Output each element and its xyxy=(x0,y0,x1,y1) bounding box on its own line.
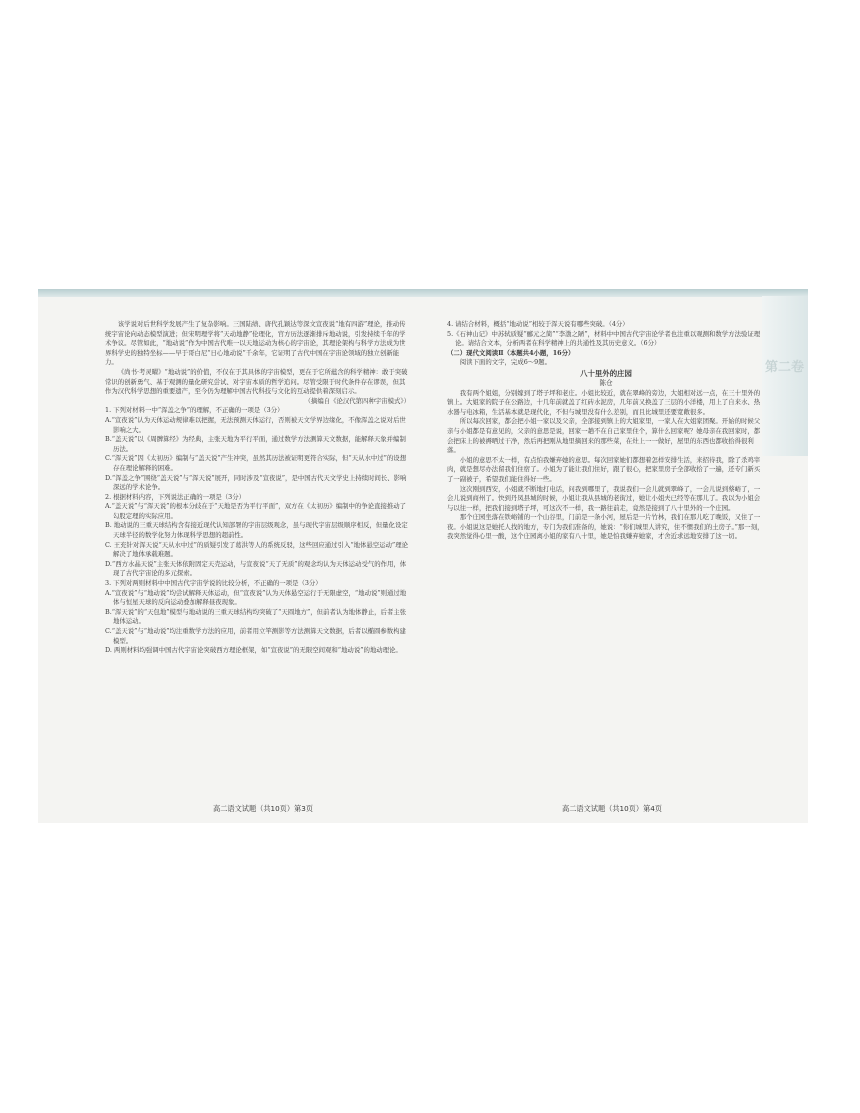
story-paragraph: 我有两个姐姐，分别嫁到了塔子坪和老庄。小姐比较近，就在翠峰的旁边，大姐相对远一点，在三十里外的镇上。大姐家的院子在公路边，十几年前就盖了红砖水泥房，几年前又换盖了三层的小洋楼，用上了自来水、热水器与电冰箱，生活基本就是现代化，不但与城里没有什么差别，而且比城里还要宽敞很多。 xyxy=(447,388,761,416)
question-4: 4. 请结合材料，概括“地动说”相较于浑天说有哪些突破。（4分） xyxy=(447,320,629,328)
reading-instruction: 阅读下面的文字，完成6～9题。 xyxy=(459,358,552,367)
question-2-option-d: D.“西方水晶天说”主张天体依附固定天壳运动，与宣夜说“天了无质”的观念均认为天体运动受气的作用，体现了古代宇宙论的多元探索。 xyxy=(105,559,407,578)
question-1-option-a: A.“宣夜说”认为天体运动规律难以把握，无法预测天体运行，否则被天文学界边缘化，不像浑盖之说对后世影响之大。 xyxy=(105,415,406,434)
side-tab-label: 第二卷 xyxy=(764,360,804,375)
story-author: 陈仓 xyxy=(599,378,613,387)
question-3-option-c: C.“盖天说”与“地动说”均注重数学方法的应用，前者用立竿测影等方法测算天文数据，后者以椭圆参数构建模型。 xyxy=(105,627,406,645)
question-3-option-d: D. 两则材料均强调中国古代宇宙论突破西方理论框架，如“宣夜说”的无限空间观和“地动说”的地动理论。 xyxy=(105,646,402,655)
question-2-option-c: C. 王充针对浑天说“天从水中过”的质疑引发了葛洪等人的系统反驳，这些回应通过引入“地体悬空运动”理论解决了地体承载难题。 xyxy=(105,540,408,559)
story-paragraph: 小姐的意思不太一样，有点怕我嫌弃她的意思。每次回家她们都想着怎样安排生活，来招待我，除了杀鸡宰肉，就是想尽办法留我们住宿了。小姐为了能让我们住好，跟了很心，把家里房子全部收拾了一遍，还专门新买了一副被子，希望我们能住得好一些。 xyxy=(447,455,761,483)
question-1-stem: 1. 下列对材料一中“浑盖之争”的理解，不正确的一项是（3分） xyxy=(105,406,284,415)
right-page-column xyxy=(447,320,765,800)
story-paragraph: 那个庄园坐落在铁峪铺的一个山谷里，门前是一条小河，屋后是一片竹林，我们在那儿吃了晚饭，又住了一夜。小姐说这是她托人找的地方，专门为我们准备的，她说：“你们城里人讲究，住不惯我们的土房子。”那一刻，我突然觉得心里一酸，这个庄园离小姐的家有八十里，她是怕我嫌弃她家，才舍近求远地安排了这一切。 xyxy=(447,513,764,541)
story-paragraph: 这次刚到西安，小姐就不断地打电话，问我到哪里了，我说我们一会儿就到翠峰了，一会儿说到蔡峪了，一会儿说到商州了。快到丹凤县城的时候，小姐让我从县城的老街过，她让小姐夫已经等在那儿了。我以为小姐会与以往一样，把我们接到塔子坪，可这次不一样，我一路往前走，竟然是接到了八十里外的一个庄园。 xyxy=(447,484,761,512)
question-3-option-a: A.“宣夜说”与“地动说”均尝试解释天体运动，但“宣夜说”认为天体悬空运行于无限虚空，“地动说”则通过地体与恒星天球的反向运动叠加解释昼夜现象。 xyxy=(105,588,407,607)
left-page-column xyxy=(105,320,410,800)
question-2-option-a: A.“盖天说”与“浑天说”的根本分歧在于“天地是否为平行平面”，双方在《太初历》编制中的争论直接推动了勾股定理的实际应用。 xyxy=(105,502,407,520)
passage-paragraph: 《尚书·考灵曜》“地动说”的价值，不仅在于其具体的宇宙模型，更在于它所蕴含的科学精神：敢于突破常识的创新勇气、基于观测的量化研究尝试、对宇宙本质的哲学追问。尽管受限于时代条件存在谬误，但其作为汉代科学思想的重要遗产，至今仍为理解中国古代科技与文化的互动提供着深刻启示。 xyxy=(105,367,408,396)
question-1-option-d: D.“浑盖之争”围绕“盖天说”与“浑天说”展开，同时涉及“宣夜说”，是中国古代天文学史上持续时间长、影响深远的学术论争。 xyxy=(105,473,407,492)
story-title: 八十里外的庄园 xyxy=(580,368,632,378)
question-1-option-c: C.“浑天说”因《太初历》编制与“盖天说”产生冲突，虽然其历法被证明更符合实际，但“天从水中过”的设想存在理论解释的困难。 xyxy=(105,454,407,472)
question-1-option-b: B.“盖天说”以《周髀算经》为经典，主张天地为平行平面，通过数学方法测算天文数据，能解释天象并编制历法。 xyxy=(105,435,406,453)
section-heading: （二）现代文阅读Ⅱ（本题共4小题，16分） xyxy=(447,348,575,357)
question-5: 5.《石神山记》中苏轼质疑“郦元之简”“李渤之陋”，材料中中国古代宇宙论学者也注重以观测和数学方法验证理论。请结合文本，分析两者在科学精神上的共通性及其历史意义。（6分） xyxy=(447,329,761,348)
passage-paragraph: 该学说对后世科学发展产生了复杂影响。三国陆绩、唐代孔颖达等深文宣夜说“地有四游”理论，推动传统宇宙论向动态模型演进；但宋明理学将“天动地静”伦理化，官方历法逐渐排斥地动说，引发持续千年的学术争议。尽管如此，“地动说”作为中国古代唯一以天地运动为核心的宇宙论，其理论架构与科学方法成为世界科学史的独特坐标——早于哥白尼“日心地动说”千余年，它证明了古代中国在宇宙论领域的独立创新能力。 xyxy=(105,320,406,367)
question-2-stem: 2. 根据材料内容，下列说法正确的一项是（3分） xyxy=(105,492,246,501)
side-volume-tab xyxy=(762,296,808,456)
question-3-stem: 3. 下列对两则材料中中国古代宇宙学说的比较分析，不正确的一项是（3分） xyxy=(105,579,322,588)
question-3-option-b: B.“浑天说”的“天包地”模型与地动说的三重天球结构均突破了“天圆地方”，但前者认为地体静止，后者主张地体运动。 xyxy=(105,607,407,626)
right-page-footer: 高二语文试题（共10页）第4页 xyxy=(562,804,662,813)
source-citation: （摘编自《论汉代第四种宇宙模式》） xyxy=(304,396,410,405)
page-top-band xyxy=(38,289,808,297)
story-paragraph: 所以每次回家，都会把小姐一家以及父亲，全部接到镇上的大姐家里，一家人在大姐家团聚。开始的时候父亲与小姐都是有意见的，父亲的意思是说，回家一趟不在自己家里住个，算什么回家呢？她母亲在我回家时，都会把床上的被褥晒过干净，然后再把刚从地里摘回来的那些菜，在灶上一一做好，屋里的东西也都收拾得很利落。 xyxy=(447,417,761,455)
question-2-option-b: B. 地动说的三重天球结构含有接近现代认知部署的宇宙层级观念，虽与现代宇宙层级顺序相反，但量化设定天球半径的数学化努力体现科学思想的超前性。 xyxy=(105,521,408,540)
left-page-footer: 高二语文试题（共10页）第3页 xyxy=(213,804,313,813)
